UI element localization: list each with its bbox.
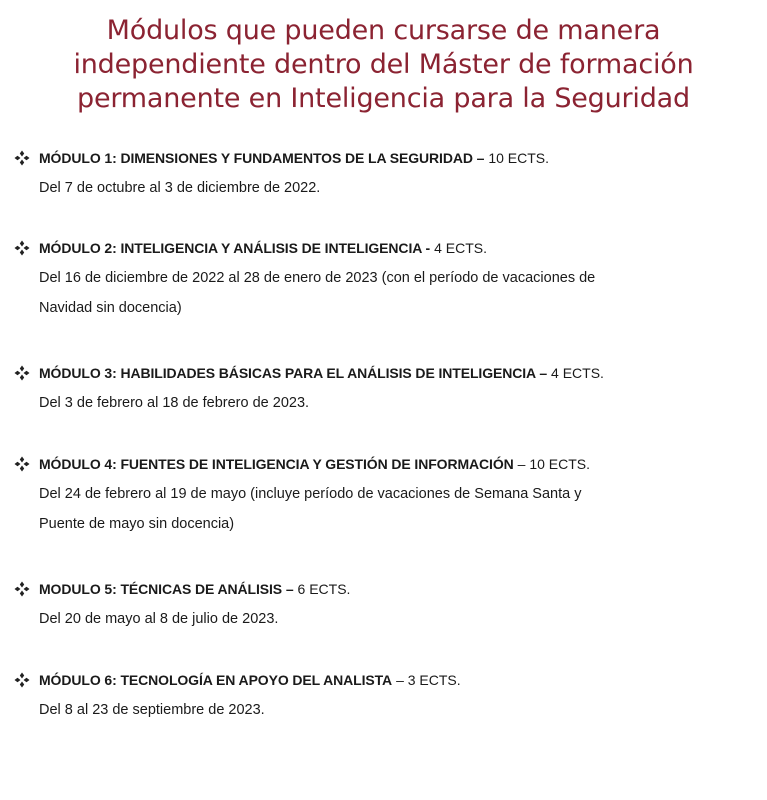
module-title: MÓDULO 4: FUENTES DE INTELIGENCIA Y GESTIÓN DE INFORMACIÓN xyxy=(39,456,514,472)
four-diamond-bullet-icon xyxy=(14,150,30,166)
title-line: independiente dentro del Máster de formación xyxy=(73,49,694,80)
module-title: MODULO 5: TÉCNICAS DE ANÁLISIS – xyxy=(39,581,294,597)
module-credits: 4 ECTS. xyxy=(434,240,487,256)
module-date-line: Puente de mayo sin docencia) xyxy=(39,516,235,532)
module-heading xyxy=(14,147,754,169)
module-item-5 xyxy=(14,578,754,634)
four-diamond-bullet-icon xyxy=(14,672,30,688)
module-date-line: Del 16 de diciembre de 2022 al 28 de enero de 2023 (con el período de vacaciones de xyxy=(39,270,596,286)
four-diamond-bullet-icon xyxy=(14,365,30,381)
module-dates xyxy=(39,479,754,539)
module-credits: – 10 ECTS. xyxy=(517,456,591,472)
module-date-line: Del 7 de octubre al 3 de diciembre de 2022. xyxy=(39,180,321,196)
module-heading xyxy=(14,362,754,384)
module-date-line: Del 3 de febrero al 18 de febrero de 2023. xyxy=(39,395,310,411)
module-dates xyxy=(39,604,754,634)
module-title: MÓDULO 3: HABILIDADES BÁSICAS PARA EL ANÁLISIS DE INTELIGENCIA – xyxy=(39,365,548,381)
module-date-line: Del 24 de febrero al 19 de mayo (incluye período de vacaciones de Semana Santa y xyxy=(39,486,582,502)
four-diamond-bullet-icon xyxy=(14,456,30,472)
module-title: MÓDULO 6: TECNOLOGÍA EN APOYO DEL ANALISTA xyxy=(39,672,393,688)
module-item-6 xyxy=(14,669,754,725)
module-heading xyxy=(14,453,754,475)
module-credits: – 3 ECTS. xyxy=(396,672,461,688)
title-line: Módulos que pueden cursarse de manera xyxy=(106,15,661,46)
module-dates xyxy=(39,263,754,323)
module-date-line: Del 8 al 23 de septiembre de 2023. xyxy=(39,702,265,718)
module-title: MÓDULO 2: INTELIGENCIA Y ANÁLISIS DE INTELIGENCIA - xyxy=(39,240,431,256)
module-date-line: Del 20 de mayo al 8 de julio de 2023. xyxy=(39,611,279,627)
title-line: permanente en Inteligencia para la Seguridad xyxy=(77,83,690,114)
module-credits: 10 ECTS. xyxy=(488,150,550,166)
module-dates xyxy=(39,388,754,418)
module-heading xyxy=(14,237,754,259)
module-credits: 4 ECTS. xyxy=(551,365,604,381)
module-dates xyxy=(39,173,754,203)
module-item-1 xyxy=(14,147,754,203)
module-date-line: Navidad sin docencia) xyxy=(39,300,182,316)
module-heading xyxy=(14,669,754,691)
module-credits: 6 ECTS. xyxy=(297,581,351,597)
module-title: MÓDULO 1: DIMENSIONES Y FUNDAMENTOS DE LA SEGURIDAD – xyxy=(39,150,485,166)
module-heading xyxy=(14,578,754,600)
document-title xyxy=(0,14,767,116)
four-diamond-bullet-icon xyxy=(14,581,30,597)
four-diamond-bullet-icon xyxy=(14,240,30,256)
module-dates xyxy=(39,695,754,725)
module-item-4 xyxy=(14,453,754,539)
module-item-3 xyxy=(14,362,754,418)
module-item-2 xyxy=(14,237,754,323)
